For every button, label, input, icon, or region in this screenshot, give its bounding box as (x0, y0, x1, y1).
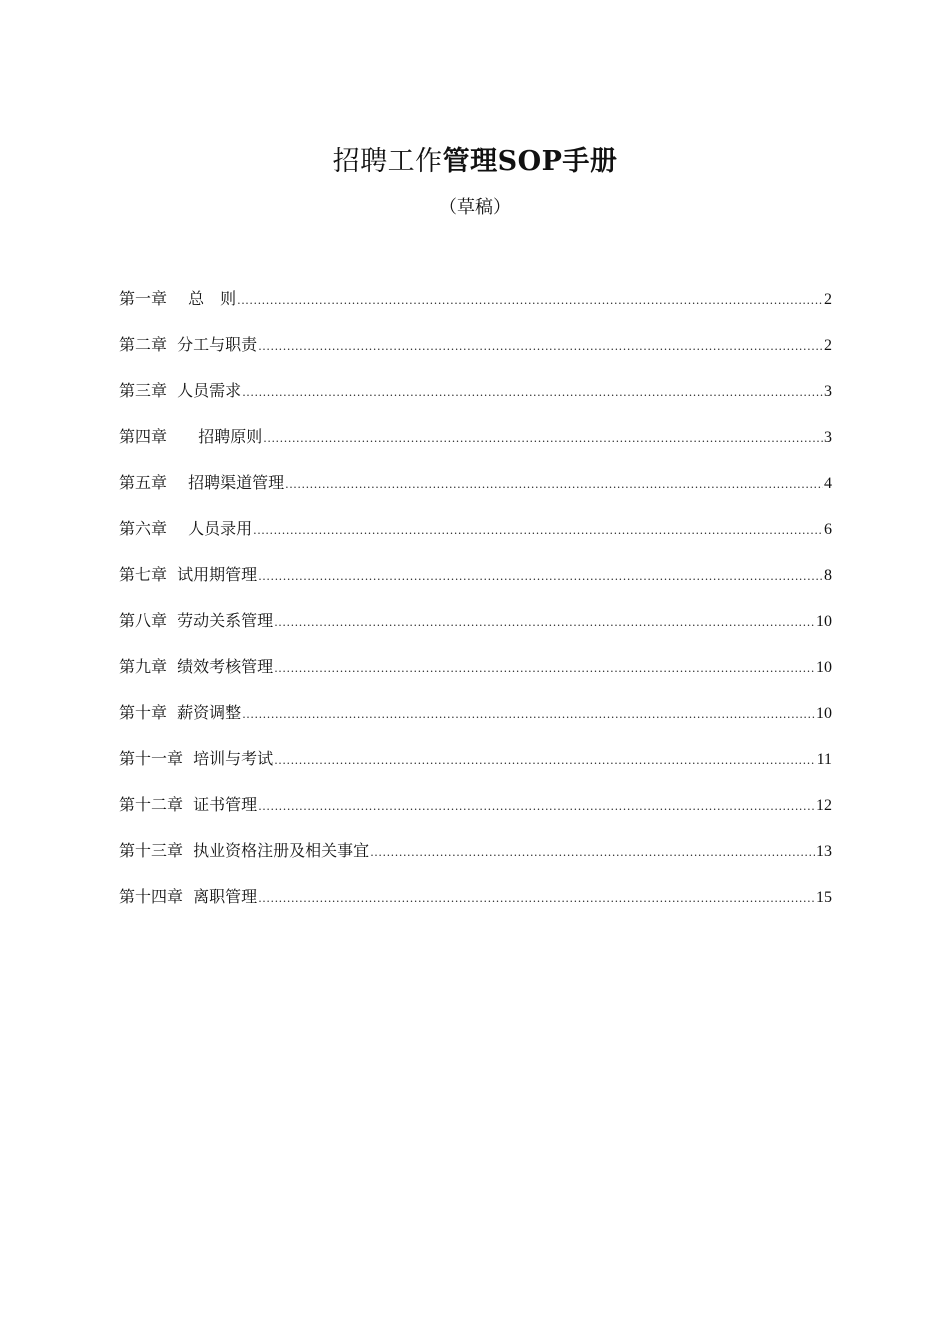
toc-entry-chapter-4[interactable] (119, 425, 832, 471)
toc-page-number: 8 (824, 567, 832, 584)
toc-leader-dots (258, 795, 815, 819)
toc-leader-dots (258, 887, 815, 911)
toc-leader-dots (258, 335, 823, 359)
toc-page-number: 11 (816, 751, 832, 768)
toc-entry-chapter-7[interactable] (119, 563, 832, 609)
toc-leader-dots (370, 841, 815, 865)
toc-page-number: 2 (824, 291, 832, 308)
toc-leader-dots (274, 749, 815, 773)
page-title (0, 142, 950, 182)
toc-entry-chapter-10[interactable] (119, 701, 832, 747)
toc-entry-label: 第五章 招聘渠道管理 (119, 473, 285, 492)
toc-entry-label: 第三章 人员需求 (119, 381, 242, 400)
toc-entry-label: 第十二章 证书管理 (119, 795, 258, 814)
toc-page-number: 3 (824, 429, 832, 446)
toc-entry-chapter-12[interactable] (119, 793, 832, 839)
toc-page-number: 4 (824, 475, 832, 492)
toc-leader-dots (253, 519, 823, 543)
toc-entry-chapter-13[interactable] (119, 839, 832, 885)
toc-entry-chapter-6[interactable] (119, 517, 832, 563)
toc-leader-dots (263, 427, 823, 451)
toc-entry-label: 第十四章 离职管理 (119, 887, 258, 906)
toc-leader-dots (274, 611, 815, 635)
toc-entry-label: 第十章 薪资调整 (119, 703, 242, 722)
toc-leader-dots (242, 381, 823, 405)
toc-entry-label: 第九章 绩效考核管理 (119, 657, 274, 676)
toc-page-number: 2 (824, 337, 832, 354)
title-part-bold: 管理SOP手册 (442, 146, 618, 177)
toc-entry-label: 第六章 人员录用 (119, 519, 253, 538)
toc-entry-chapter-1[interactable] (119, 287, 832, 333)
toc-entry-label: 第二章 分工与职责 (119, 335, 258, 354)
toc-entry-chapter-3[interactable] (119, 379, 832, 425)
toc-entry-label: 第十三章 执业资格注册及相关事宜 (119, 841, 370, 860)
toc-page-number: 13 (816, 843, 832, 860)
toc-entry-label: 第十一章 培训与考试 (119, 749, 274, 768)
toc-page-number: 12 (816, 797, 832, 814)
toc-leader-dots (285, 473, 823, 497)
toc-page-number: 10 (816, 613, 832, 630)
toc-entry-chapter-8[interactable] (119, 609, 832, 655)
toc-entry-label: 第七章 试用期管理 (119, 565, 258, 584)
toc-entry-chapter-5[interactable] (119, 471, 832, 517)
document-subtitle: （草稿） (439, 197, 511, 218)
toc-leader-dots (258, 565, 823, 589)
toc-entry-chapter-14[interactable] (119, 885, 832, 931)
toc-page-number: 15 (816, 889, 832, 906)
toc-leader-dots (274, 657, 815, 681)
toc-entry-chapter-11[interactable] (119, 747, 832, 793)
toc-page-number: 3 (824, 383, 832, 400)
toc-leader-dots (242, 703, 815, 727)
toc-page-number: 10 (816, 705, 832, 722)
toc-page-number: 10 (816, 659, 832, 676)
toc-entry-label: 第一章 总 则 (119, 289, 237, 308)
toc-entry-label: 第四章 招聘原则 (119, 427, 263, 446)
toc-entry-label: 第八章 劳动关系管理 (119, 611, 274, 630)
toc-entry-chapter-9[interactable] (119, 655, 832, 701)
toc-leader-dots (237, 289, 823, 313)
toc-page-number: 6 (824, 521, 832, 538)
toc-entry-chapter-2[interactable] (119, 333, 832, 379)
table-of-contents (119, 287, 832, 931)
title-part-regular: 招聘工作 (332, 146, 443, 177)
